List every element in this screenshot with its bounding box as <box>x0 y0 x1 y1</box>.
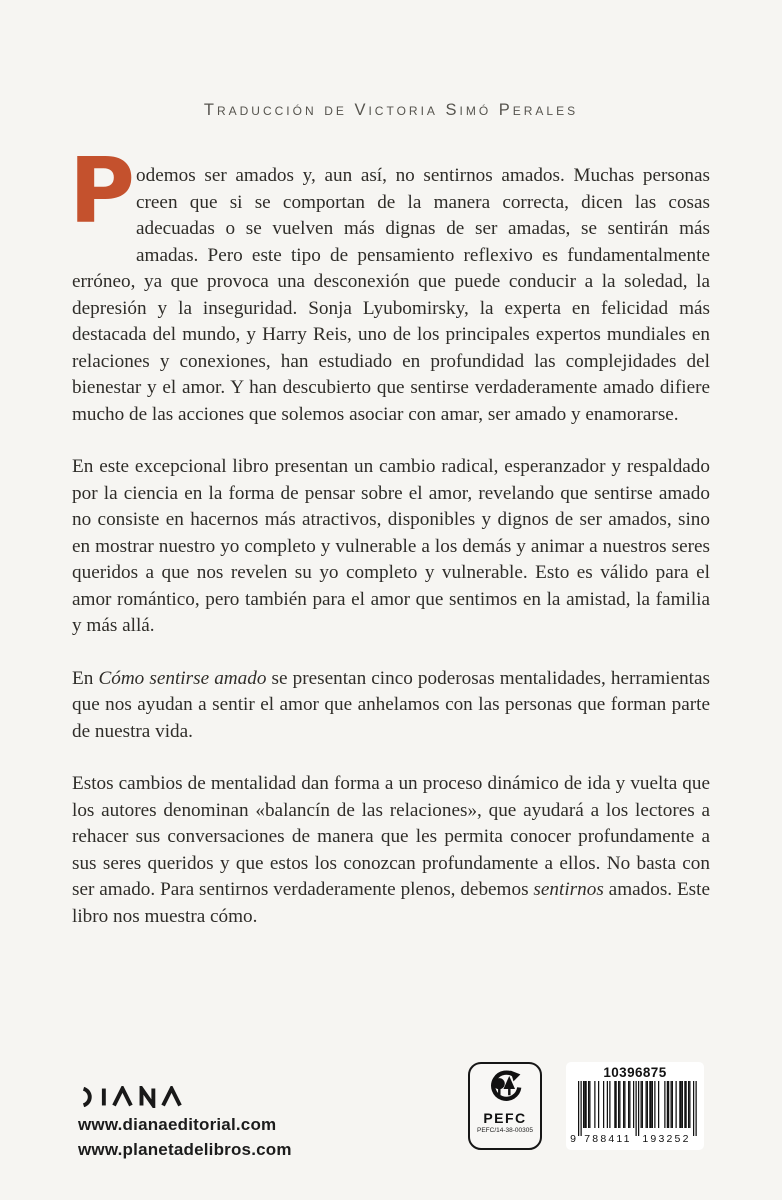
pefc-trees-icon <box>486 1069 524 1106</box>
svg-text:788411: 788411 <box>584 1133 632 1143</box>
svg-text:9: 9 <box>570 1133 576 1143</box>
paragraph-2: En este excepcional libro presentan un cambio radical, esperanzador y respaldado por la ciencia en la forma de pensar sobre el amor, revelando que sentirse amado no consiste en hacernos más atractivos, disponibles y dignos de ser amados, sino en mostrar nuestro yo completo y vulnerable a los demás y animar a nuestros seres queridos a que nos revelen su yo completo y vulnerable. Esto es válido para el amor romántico, pero también para el amor que sentimos en la amistad, la familia y más allá. <box>72 456 710 636</box>
barcode <box>566 1062 704 1150</box>
pefc-license-number: PEFC/14-38-00305 <box>476 1127 533 1134</box>
pefc-label: PEFC <box>483 1110 527 1126</box>
paragraph-3: En Cómo sentirse amado se presentan cinco poderosas mentalidades, herramientas que nos ayudan a sentir el amor que anhelamos con las personas que forman parte de nuestra vida. <box>72 667 711 742</box>
drop-cap: P <box>69 139 135 244</box>
svg-text:193252: 193252 <box>642 1133 691 1143</box>
back-cover-text <box>69 139 711 956</box>
pefc-badge <box>468 1062 542 1150</box>
url-dianaeditorial: www.dianaeditorial.com <box>78 1115 277 1134</box>
barcode-top-number: 10396875 <box>603 1065 667 1080</box>
diana-wordmark-icon <box>78 1086 194 1108</box>
url-planetadelibros: www.planetadelibros.com <box>78 1139 292 1159</box>
paragraph-4: Estos cambios de mentalidad dan forma a un proceso dinámico de ida y vuelta que los autores denominan «balancín de las relaciones», que ayudará a los lectores a rehacer sus conversaciones de manera que les permita conocer profundamente a sus seres queridos y que estos los conozcan profundamente a ellos. No basta con ser amado. Para sentirnos verdaderamente plenos, debemos sentirnos amados. Este libro nos muestra cómo. <box>72 773 710 927</box>
translation-credit: Traducción de Victoria Simó Perales <box>203 101 579 119</box>
ean13-barcode-icon <box>570 1081 700 1143</box>
paragraph-1: P odemos ser amados y, aun así, no sentirnos amados. Muchas personas creen que si se comportan de la manera correcta, dicen las cosas adecuadas o se vuelven más dignas de ser amadas, se sentirán más amadas. Pero este tipo de pensamiento reflexivo es fundamentalmente erróneo, ya que provoca una desconexión que puede conducir a la soledad, la depresión y la inseguridad. Sonja Lyubomirsky, la experta en felicidad más destacada del mundo, y Harry Reis, uno de los principales expertos mundiales en relaciones y conexiones, han estudiado en profundidad las complejidades del bienestar y el amor. Y han descubierto que sentirse verdaderamente amado difiere mucho de las acciones que solemos asociar con amar, ser amado y enamorarse. <box>69 139 710 425</box>
diana-logo <box>78 1086 194 1113</box>
publisher-urls <box>78 1113 292 1162</box>
